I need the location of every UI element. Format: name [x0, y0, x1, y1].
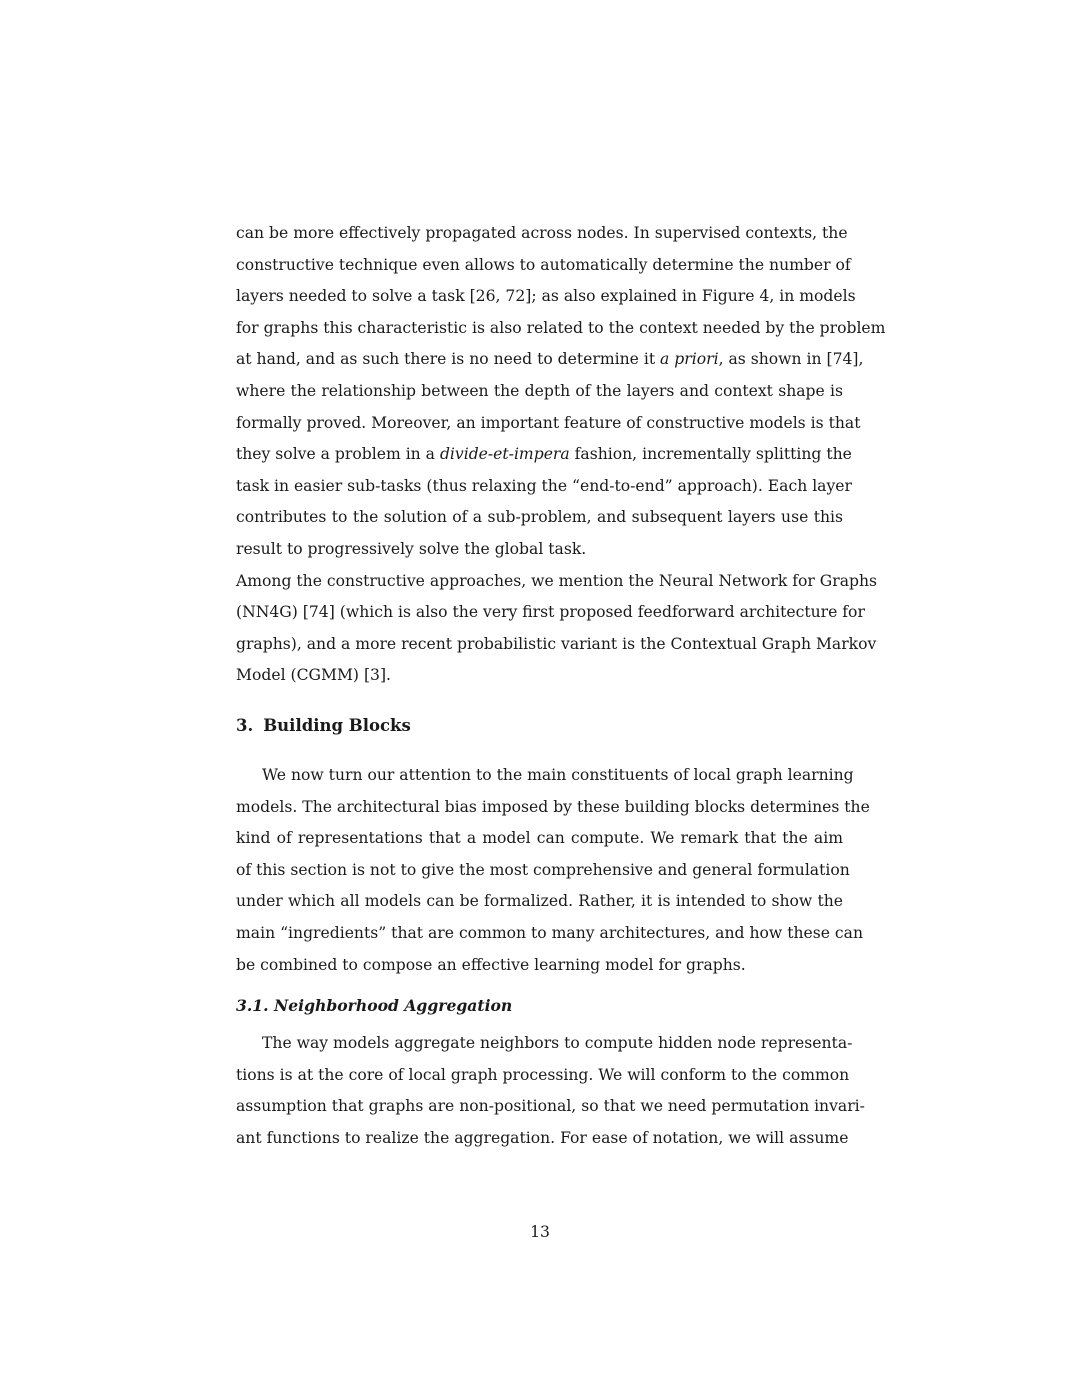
text-line: models. The architectural bias imposed by these building blocks determines the	[236, 797, 870, 816]
text-line: main “ingredients” that are common to many architectures, and how these can	[236, 923, 863, 942]
page-number: 13	[530, 1223, 550, 1241]
text-line: assumption that graphs are non-positional, so that we need permutation invari-	[236, 1097, 865, 1116]
paragraph-3	[236, 760, 870, 981]
emphasis-term: divide-et-impera	[439, 445, 570, 464]
subsection-number: 3.1.	[236, 996, 269, 1015]
text-line: where the relationship between the depth of the layers and context shape is	[236, 381, 843, 400]
emphasis-term: a priori	[660, 350, 719, 369]
text-line: kind of representations that a model can compute. We remark that the aim	[236, 829, 843, 848]
text-line: constructive technique even allows to automatically determine the number of	[236, 255, 851, 274]
text-line: under which all models can be formalized. Rather, it is intended to show the	[236, 892, 843, 911]
text-line: result to progressively solve the global task.	[236, 539, 587, 558]
paragraph-1	[236, 218, 886, 566]
text-line: task in easier sub-tasks (thus relaxing the “end-to-end” approach). Each layer	[236, 476, 852, 495]
text-line: can be more effectively propagated across nodes. In supervised contexts, the	[236, 224, 848, 242]
text-line: (NN4G) [74] (which is also the very first proposed feedforward architecture for	[236, 603, 865, 622]
text-line: layers needed to solve a task [26, 72]; as also explained in Figure 4, in models	[236, 287, 856, 306]
text-line: ant functions to realize the aggregation. For ease of notation, we will assume	[236, 1128, 849, 1147]
paragraph-4	[236, 1028, 865, 1154]
section-title: Building Blocks	[263, 716, 411, 735]
paragraph-continuation	[236, 218, 886, 692]
section-number: 3.	[236, 716, 254, 735]
text-line: for graphs this characteristic is also related to the context needed by the problem	[236, 318, 886, 337]
subsection-body	[236, 1028, 865, 1154]
subsection-heading	[236, 996, 512, 1015]
text-line: formally proved. Moreover, an important feature of constructive models is that	[236, 413, 861, 432]
text-line: tions is at the core of local graph processing. We will conform to the common	[236, 1065, 850, 1084]
text-line: Among the constructive approaches, we mention the Neural Network for Graphs	[236, 571, 878, 590]
text-line: graphs), and a more recent probabilistic variant is the Contextual Graph Markov	[236, 634, 877, 653]
text-line: contributes to the solution of a sub-problem, and subsequent layers use this	[236, 508, 843, 527]
text-line: they solve a problem in a divide-et-impera fashion, incrementally splitting the	[236, 445, 852, 464]
text-line: be combined to compose an effective learning model for graphs.	[236, 955, 746, 974]
text-line: of this section is not to give the most comprehensive and general formulation	[236, 860, 850, 879]
text-line: Model (CGMM) [3].	[236, 666, 392, 685]
section-heading	[236, 716, 411, 735]
section-body	[236, 760, 870, 981]
text-line: We now turn our attention to the main constituents of local graph learning	[262, 766, 854, 784]
paragraph-2	[236, 566, 878, 692]
subsection-title: Neighborhood Aggregation	[274, 996, 513, 1015]
text-line: The way models aggregate neighbors to compute hidden node representa-	[262, 1034, 853, 1052]
text-line: at hand, and as such there is no need to determine it a priori, as shown in [74],	[236, 350, 864, 369]
